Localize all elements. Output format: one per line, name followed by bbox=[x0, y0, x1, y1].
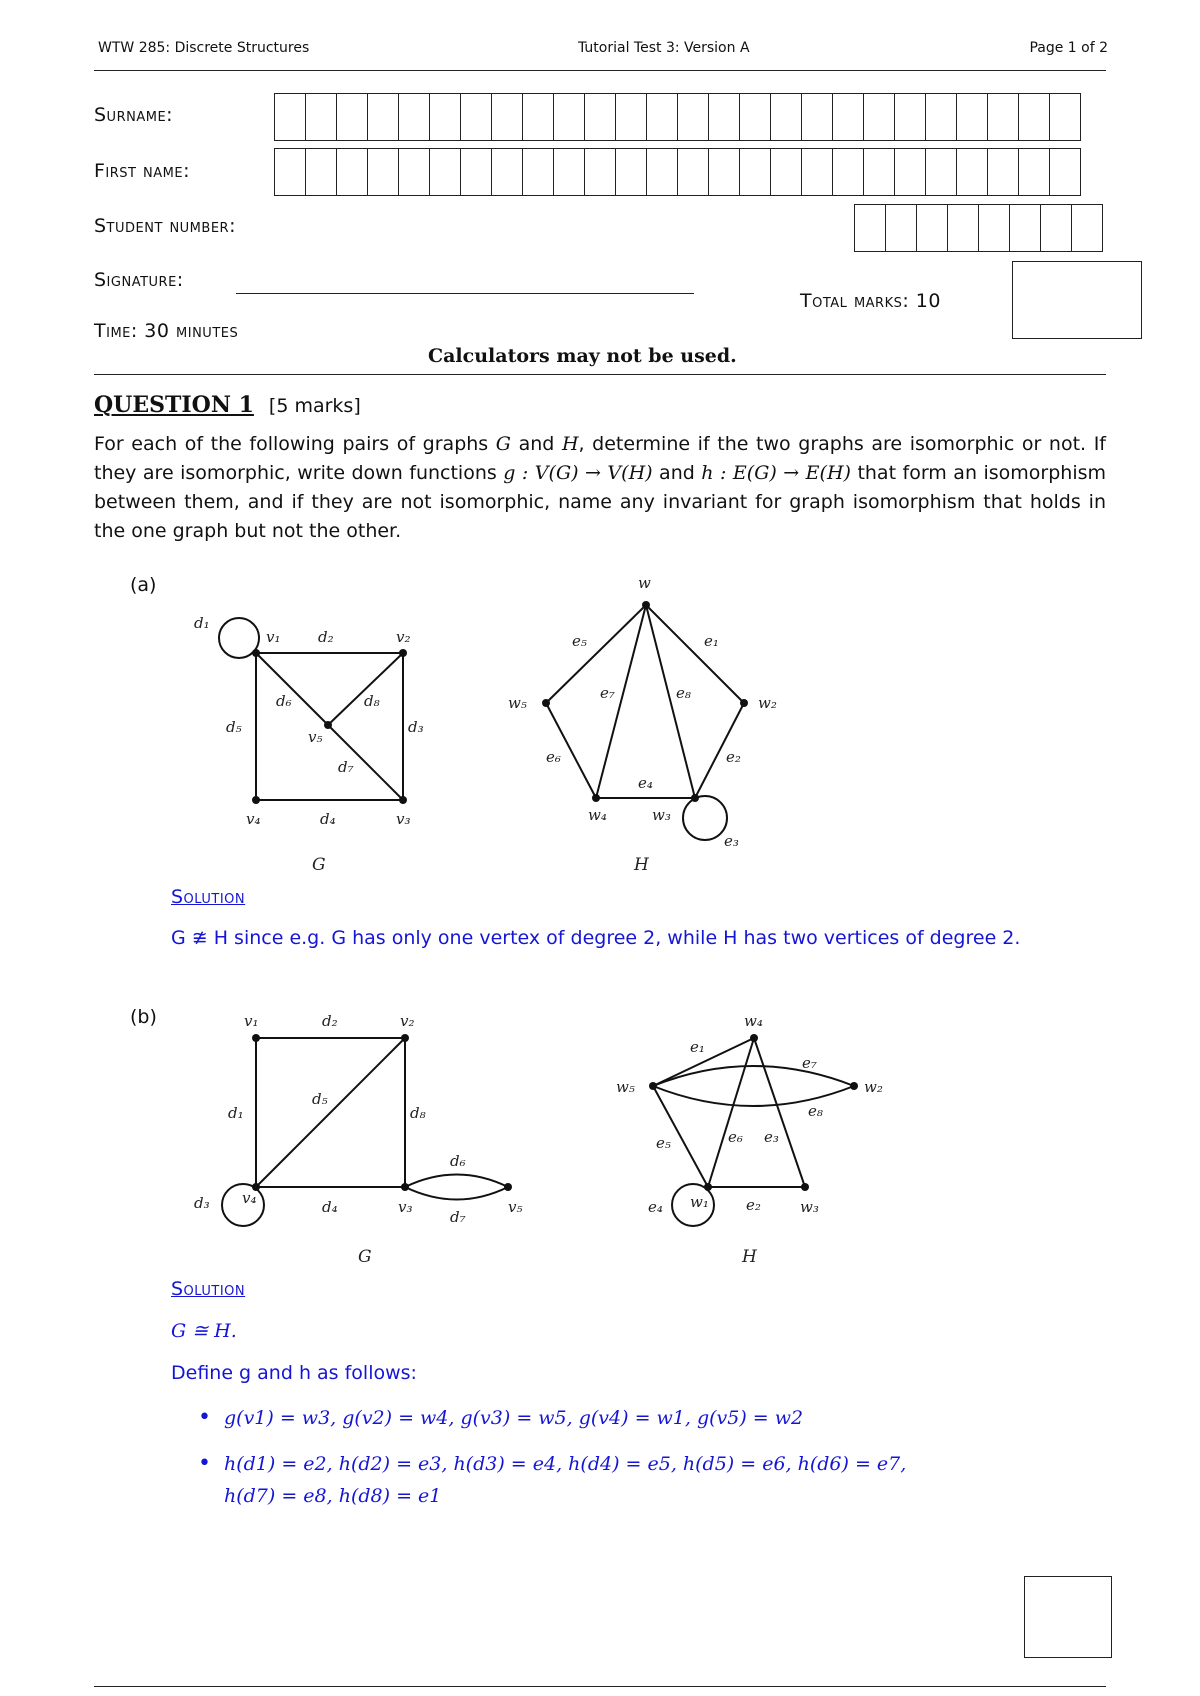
label-e4: e₄ bbox=[638, 774, 653, 792]
edge-e1 bbox=[646, 605, 744, 703]
edge-e8 bbox=[653, 1086, 854, 1106]
caption-b-H: H bbox=[742, 1247, 757, 1267]
q-text-3: that form an isomorphism between them, and if they are not isomorphic, name any invariant for graph isomorphism that holds in the one graph but not the other. bbox=[94, 462, 1107, 542]
label-e8: e₈ bbox=[808, 1102, 823, 1120]
label-e2: e₂ bbox=[726, 748, 741, 766]
vertex-w4 bbox=[592, 794, 600, 802]
label-e1: e₁ bbox=[690, 1038, 705, 1056]
part-b-solution-heading: Solution bbox=[171, 1278, 246, 1300]
vertex-w bbox=[642, 601, 650, 609]
label-w2: w₂ bbox=[864, 1078, 883, 1096]
vertex-w5 bbox=[649, 1082, 657, 1090]
student-number-boxes[interactable] bbox=[854, 204, 1103, 252]
label-w5: w₅ bbox=[616, 1078, 635, 1096]
vertex-v1 bbox=[252, 1034, 260, 1042]
g-map: g(v1) = w3, g(v2) = w4, g(v3) = w5, g(v4) = w1, g(v5) = w2 bbox=[224, 1407, 804, 1429]
part-b-solution-list bbox=[190, 1402, 1070, 1526]
label-v3: v₃ bbox=[398, 1198, 413, 1216]
vertex-v3 bbox=[399, 796, 407, 804]
vertex-v2 bbox=[399, 649, 407, 657]
first-name-label: First name: bbox=[94, 160, 190, 182]
question-text bbox=[94, 430, 1106, 546]
label-v2: v₂ bbox=[396, 628, 411, 646]
question-title: QUESTION 1 bbox=[94, 392, 254, 418]
label-w2: w₂ bbox=[758, 694, 777, 712]
label-d3: d₃ bbox=[408, 718, 424, 736]
edge-e5 bbox=[546, 605, 646, 703]
label-d6: d₆ bbox=[450, 1152, 466, 1170]
label-e7: e₇ bbox=[802, 1054, 817, 1072]
caption-b-G: G bbox=[358, 1247, 372, 1267]
h-map-item bbox=[190, 1448, 1070, 1512]
label-d1: d₁ bbox=[194, 614, 210, 632]
student-number-label: Student number: bbox=[94, 215, 236, 237]
q-text-H: H bbox=[561, 433, 579, 455]
part-b-graphs bbox=[0, 1000, 1200, 1270]
graph-b-G bbox=[222, 1038, 508, 1226]
caption-a-G: G bbox=[312, 855, 326, 875]
vertex-v4 bbox=[252, 796, 260, 804]
header-rule bbox=[94, 70, 1106, 71]
part-b-solution-claim: G ≅ H. bbox=[171, 1320, 237, 1342]
label-e8: e₈ bbox=[676, 684, 691, 702]
vertex-v5 bbox=[504, 1183, 512, 1191]
edge-e3-loop bbox=[683, 796, 727, 840]
label-v1: v₁ bbox=[244, 1012, 259, 1030]
header-test: Tutorial Test 3: Version A bbox=[578, 40, 750, 56]
label-e3: e₃ bbox=[764, 1128, 779, 1146]
label-w3: w₃ bbox=[800, 1198, 819, 1216]
first-name-boxes[interactable] bbox=[274, 148, 1081, 196]
label-w: w bbox=[638, 574, 651, 592]
signature-label: Signature: bbox=[94, 269, 184, 291]
label-e6: e₆ bbox=[728, 1128, 743, 1146]
label-d4: d₄ bbox=[320, 810, 336, 828]
label-d8: d₈ bbox=[410, 1104, 426, 1122]
q-text-G: G bbox=[495, 433, 511, 455]
label-e1: e₁ bbox=[704, 632, 719, 650]
question-heading bbox=[94, 392, 361, 418]
edge-d7 bbox=[405, 1187, 508, 1200]
label-v2: v₂ bbox=[400, 1012, 415, 1030]
edge-e6 bbox=[708, 1038, 754, 1187]
label-v1: v₁ bbox=[266, 628, 281, 646]
vertex-v3 bbox=[401, 1183, 409, 1191]
q-func-h: h : E(G) → E(H) bbox=[701, 462, 851, 484]
g-map-item bbox=[190, 1402, 1070, 1434]
edge-d8 bbox=[328, 653, 403, 725]
label-w3: w₃ bbox=[652, 806, 671, 824]
label-e7: e₇ bbox=[600, 684, 615, 702]
header-course: WTW 285: Discrete Structures bbox=[98, 40, 310, 56]
surname-label: Surname: bbox=[94, 104, 174, 126]
label-d4: d₄ bbox=[322, 1198, 338, 1216]
label-e4: e₄ bbox=[648, 1198, 663, 1216]
q-text-2: , determine if the two graphs are isomorphic or not. If they are isomorphic, write down functions bbox=[94, 433, 1106, 484]
total-marks-box[interactable] bbox=[1012, 261, 1142, 339]
graph-b-H-vertices bbox=[649, 1034, 858, 1191]
label-d5: d₅ bbox=[312, 1090, 328, 1108]
label-w4: w₄ bbox=[588, 806, 607, 824]
label-e5: e₅ bbox=[572, 632, 587, 650]
label-e2: e₂ bbox=[746, 1196, 761, 1214]
part-b-label: (b) bbox=[130, 1006, 157, 1028]
vertex-w3 bbox=[691, 794, 699, 802]
label-d7: d₇ bbox=[338, 758, 354, 776]
label-w1: w₁ bbox=[690, 1193, 709, 1211]
part-a-label: (a) bbox=[130, 574, 157, 596]
part-b-solution-define: Define g and h as follows: bbox=[171, 1362, 417, 1384]
surname-boxes[interactable] bbox=[274, 93, 1081, 141]
total-marks-label: Total marks: 10 bbox=[800, 290, 941, 312]
label-d2: d₂ bbox=[318, 628, 334, 646]
graph-b-G-vertices bbox=[252, 1034, 512, 1191]
signature-line[interactable] bbox=[236, 293, 694, 294]
part-a-graphs bbox=[0, 570, 1200, 880]
vertex-w2 bbox=[740, 699, 748, 707]
vertex-v1 bbox=[252, 649, 260, 657]
edge-e7 bbox=[653, 1066, 854, 1086]
label-e6: e₆ bbox=[546, 748, 561, 766]
vertex-w4 bbox=[750, 1034, 758, 1042]
vertex-w1 bbox=[704, 1183, 712, 1191]
label-d5: d₅ bbox=[226, 718, 242, 736]
h-map-2: h(d7) = e8, h(d8) = e1 bbox=[224, 1485, 442, 1507]
edge-d6 bbox=[405, 1175, 508, 1188]
label-v4: v₄ bbox=[242, 1189, 257, 1207]
q-func-g: g : V(G) → V(H) bbox=[503, 462, 653, 484]
label-v3: v₃ bbox=[396, 810, 411, 828]
label-d2: d₂ bbox=[322, 1012, 338, 1030]
edge-e3 bbox=[754, 1038, 805, 1187]
q-text-and: and bbox=[510, 433, 562, 455]
edge-d5 bbox=[256, 1038, 405, 1187]
header-page: Page 1 of 2 bbox=[1029, 40, 1108, 56]
question-marks-box[interactable] bbox=[1024, 1576, 1112, 1658]
footer-rule bbox=[94, 1686, 1106, 1687]
label-w5: w₅ bbox=[508, 694, 527, 712]
label-d8: d₈ bbox=[364, 692, 380, 710]
part-a-solution-text: G ≇ H since e.g. G has only one vertex of degree 2, while H has two vertices of degree 2. bbox=[171, 927, 1021, 949]
caption-a-H: H bbox=[634, 855, 649, 875]
q-text-and2: and bbox=[652, 462, 702, 484]
label-e5: e₅ bbox=[656, 1134, 671, 1152]
vertex-w5 bbox=[542, 699, 550, 707]
label-d3: d₃ bbox=[194, 1194, 210, 1212]
part-a-solution-heading: Solution bbox=[171, 886, 246, 908]
label-v4: v₄ bbox=[246, 810, 261, 828]
label-d1: d₁ bbox=[228, 1104, 244, 1122]
question-marks: [5 marks] bbox=[268, 395, 361, 417]
vertex-w3 bbox=[801, 1183, 809, 1191]
vertex-v2 bbox=[401, 1034, 409, 1042]
label-d6: d₆ bbox=[276, 692, 292, 710]
graph-b-G-labels bbox=[194, 1012, 523, 1267]
label-w4: w₄ bbox=[744, 1012, 763, 1030]
h-map-1: h(d1) = e2, h(d2) = e3, h(d3) = e4, h(d4) = e5, h(d5) = e6, h(d6) = e7, bbox=[224, 1453, 907, 1475]
form-rule bbox=[94, 374, 1106, 375]
label-v5: v₅ bbox=[508, 1198, 523, 1216]
q-text-1: For each of the following pairs of graphs bbox=[94, 433, 496, 455]
label-e3: e₃ bbox=[724, 832, 739, 850]
time-label: Time: 30 minutes bbox=[94, 320, 239, 342]
label-v5: v₅ bbox=[308, 728, 323, 746]
vertex-v5 bbox=[324, 721, 332, 729]
calculators-notice: Calculators may not be used. bbox=[428, 345, 737, 367]
label-d7: d₇ bbox=[450, 1208, 466, 1226]
vertex-w2 bbox=[850, 1082, 858, 1090]
